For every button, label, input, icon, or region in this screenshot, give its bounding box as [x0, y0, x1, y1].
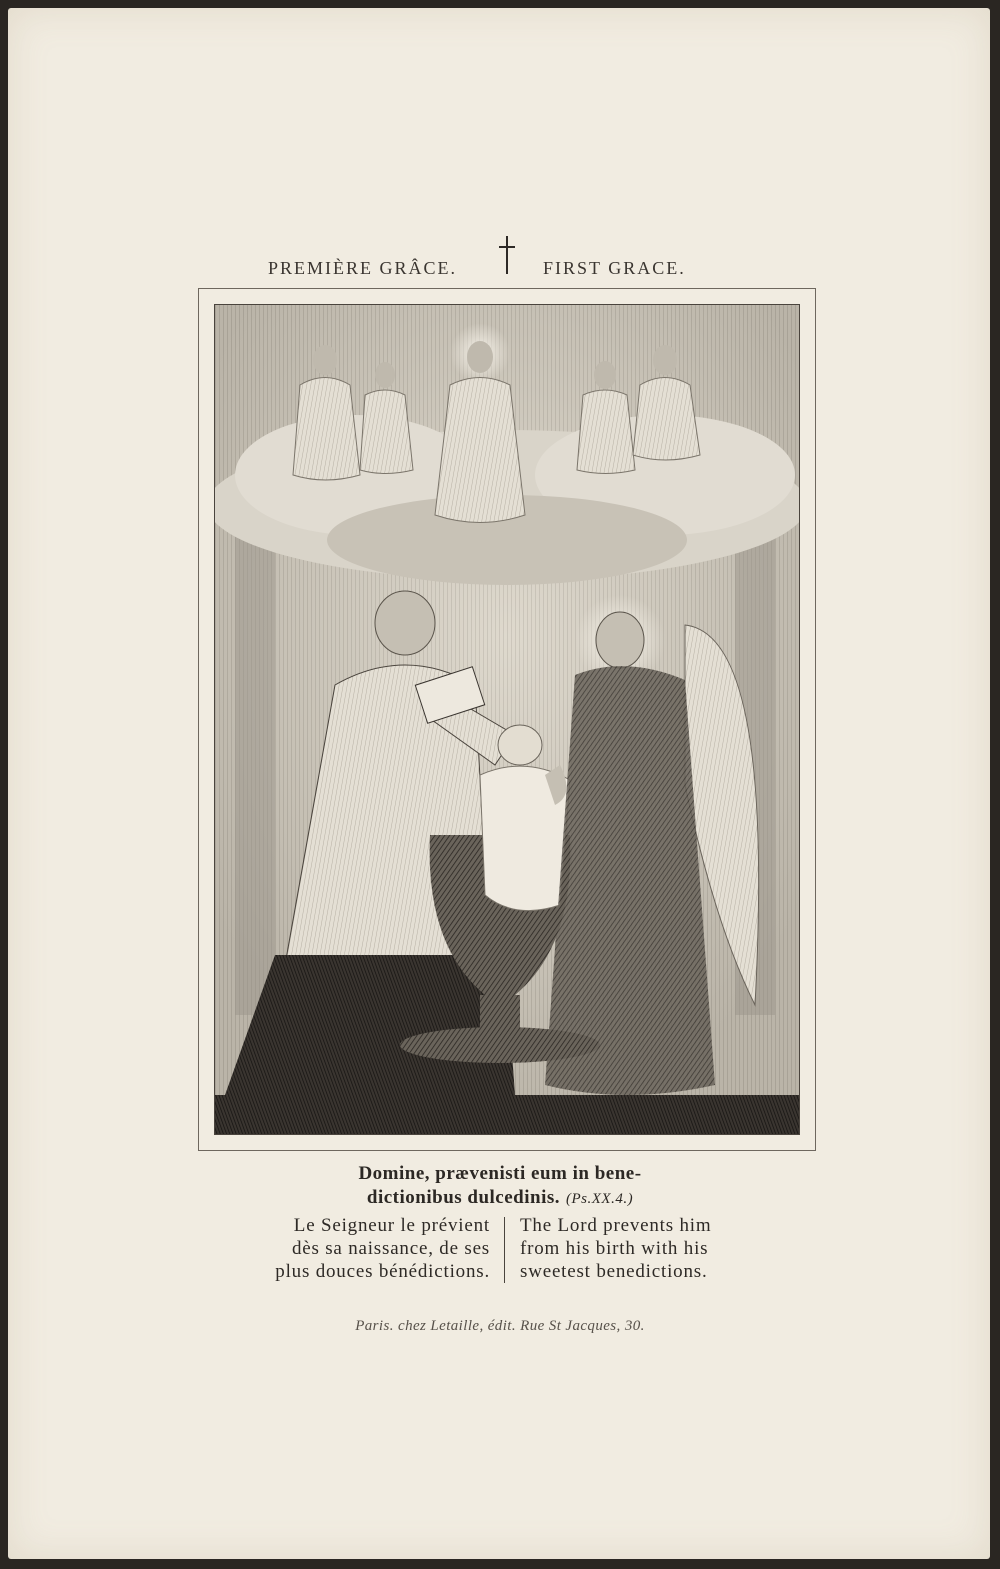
french-translation [190, 1214, 490, 1283]
latin-cross-icon [498, 236, 516, 276]
english-translation [520, 1214, 820, 1283]
engraving-baptism-scene [215, 305, 799, 1134]
english-line: The Lord prevents him [520, 1215, 712, 1236]
french-line: dès sa naissance, de ses [291, 1238, 490, 1259]
english-line: from his birth with his [520, 1238, 709, 1259]
english-line: sweetest benedictions. [520, 1261, 708, 1282]
title-french: PREMIÈRE GRÂCE. [268, 258, 458, 278]
psalm-reference: (Ps.XX.4.) [566, 1191, 634, 1207]
french-line: plus douces bénédictions. [275, 1261, 490, 1282]
latin-verse-line-1: Domine, prævenisti eum in bene- [358, 1163, 642, 1184]
title-english: FIRST GRACE. [543, 258, 686, 278]
publisher-imprint: Paris. chez Letaille, édit. Rue St Jacques, 30. [355, 1318, 645, 1334]
french-line: Le Seigneur le prévient [293, 1215, 490, 1236]
latin-verse-line-2-text: dictionibus dulcedinis. [366, 1187, 561, 1208]
latin-verse-line-2 [0, 1187, 1000, 1209]
caption-divider [504, 1217, 505, 1283]
engraving-frame [214, 304, 800, 1135]
